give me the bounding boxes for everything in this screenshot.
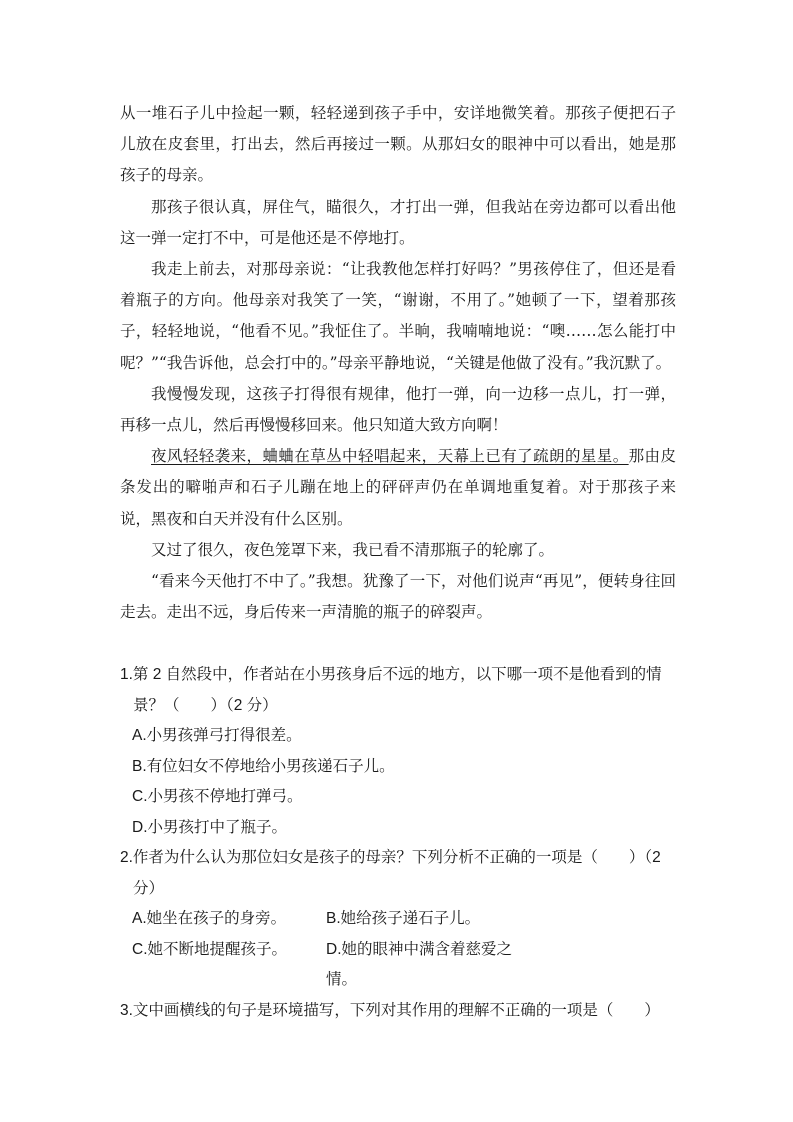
option-d[interactable]: D.小男孩打中了瓶子。 <box>132 818 288 836</box>
option-c[interactable]: C.小男孩不停地打弹弓。 <box>132 788 303 805</box>
options-row-2 <box>120 935 678 996</box>
option-c[interactable]: C.她不断地提醒孩子。 <box>132 940 288 958</box>
paragraph-5-rest: 那由皮条发出的噼啪声和石子儿蹦在地上的砰砰声仍在单调地重复着。对于那孩子来说，黑夜和白天并没有什么区别。 <box>120 447 676 528</box>
passage-paragraph-7: “看来今天他打不中了。”我想。犹豫了一下，对他们说声“再见”，便转身往回走去。走出不远，身后传来一声清脆的瓶子的碎裂声。 <box>120 572 676 622</box>
passage-paragraph-4: 我慢慢发现，这孩子打得很有规律，他打一弹，向一边移一点儿，打一弹，再移一点儿，然后再慢慢移回来。他只知道大致方向啊！ <box>120 384 676 435</box>
question-stem: 1.第 2 自然段中，作者站在小男孩身后不远的地方，以下哪一项不是他看到的情景？（ ）（2 分） <box>120 666 662 714</box>
passage-paragraph-3: 我走上前去，对那母亲说：“让我教他怎样打好吗？”男孩停住了，但还是看着瓶子的方向。他母亲对我笑了一笑，“谢谢，不用了。”她顿了一下，望着那孩子，轻轻地说，“他看不见。”我怔住了。半晌，我喃喃地说：“噢……怎么能打中呢？”“我告诉他，总会打中的。”母亲平静地说，“关键是他做了没有。”我沉默了。 <box>120 260 676 372</box>
option-b[interactable]: B.她给孩子递石子儿。 <box>326 910 481 927</box>
underlined-sentence: 夜风轻轻袭来，蛐蛐在草丛中轻唱起来，天幕上已有了疏朗的星星。 <box>151 447 629 466</box>
question-1 <box>120 660 678 843</box>
question-2 <box>120 843 678 996</box>
question-stem: 2.作者为什么认为那位妇女是孩子的母亲？下列分析不正确的一项是（ ）（2 分） <box>120 849 661 897</box>
reading-passage <box>120 98 676 628</box>
passage-paragraph-2: 那孩子很认真，屏住气，瞄很久，才打出一弹，但我站在旁边都可以看出他这一弹一定打不中，可是他还是不停地打。 <box>120 197 676 247</box>
passage-paragraph-6: 又过了很久，夜色笼罩下来，我已看不清那瓶子的轮廓了。 <box>151 540 555 559</box>
question-list <box>120 660 678 1026</box>
options-row-1 <box>120 904 678 935</box>
option-a[interactable]: A.她坐在孩子的身旁。 <box>132 910 287 927</box>
option-d[interactable]: D.她的眼神中满含着慈爱之情。 <box>326 940 513 988</box>
option-a[interactable]: A.小男孩弹弓打得很差。 <box>132 727 302 744</box>
passage-paragraph-1: 从一堆石子儿中捡起一颗，轻轻递到孩子手中，安详地微笑着。那孩子便把石子儿放在皮套里，打出去，然后再接过一颗。从那妇女的眼神中可以看出，她是那孩子的母亲。 <box>120 104 676 185</box>
question-stem: 3.文中画横线的句子是环境描写，下列对其作用的理解不正确的一项是（ ） <box>120 1001 660 1019</box>
question-3 <box>120 996 678 1027</box>
passage-paragraph-5 <box>120 441 676 535</box>
option-b[interactable]: B.有位妇女不停地给小男孩递石子儿。 <box>132 757 395 775</box>
